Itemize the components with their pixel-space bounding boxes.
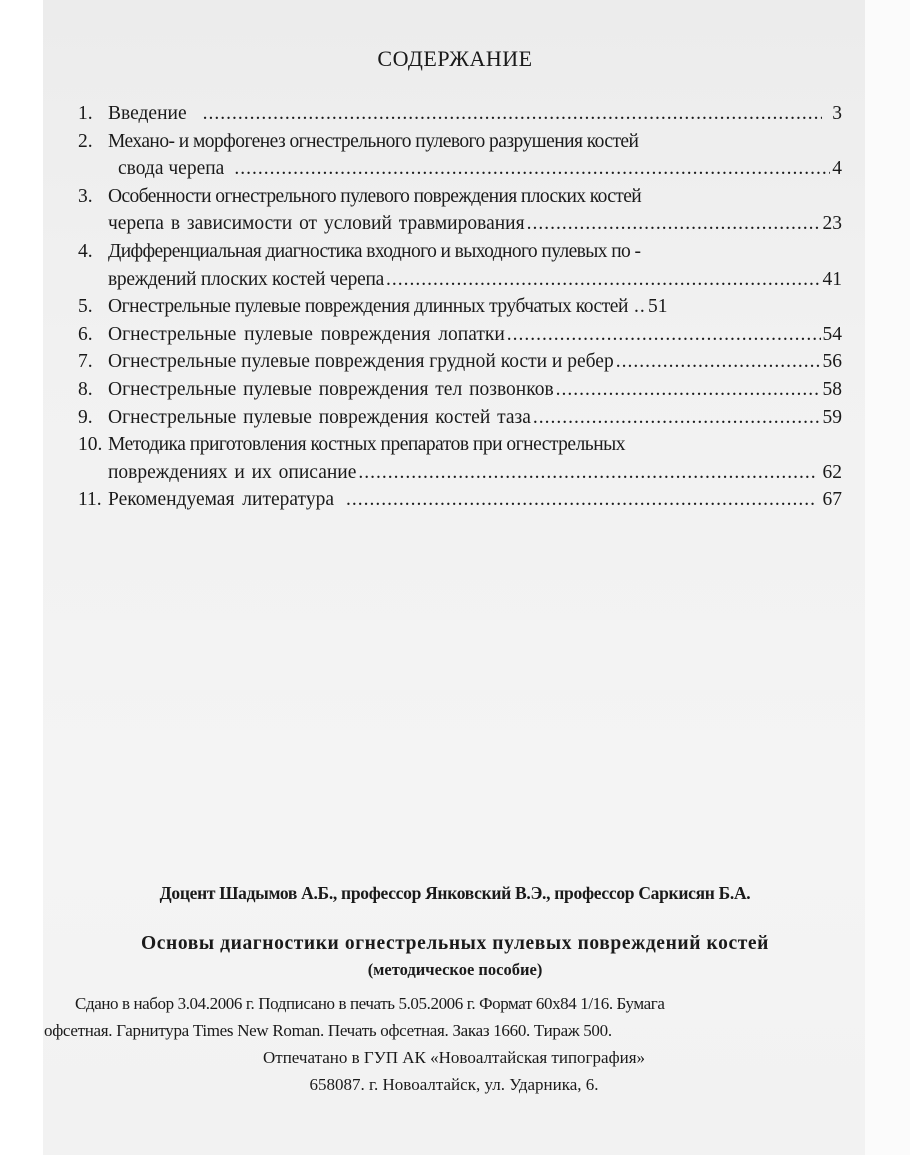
imprint-printer: Отпечатано в ГУП АК «Новоалтайская типография» (262, 1048, 646, 1067)
toc-number: 3. (78, 185, 93, 207)
toc-entry[interactable] (78, 321, 842, 349)
imprint-line: офсетная. Гарнитура Times New Roman. Печать офсетная. Заказ 1660. Тираж 500. (44, 1021, 612, 1040)
toc-entry[interactable] (78, 431, 842, 486)
toc-text: Дифференциальная диагностика входного и выходного пулевых по - (108, 240, 641, 262)
toc-entry[interactable] (78, 183, 842, 238)
toc-page: 54 (822, 323, 842, 345)
toc-page: 4 (832, 158, 842, 180)
dot-leader (507, 321, 821, 349)
toc-entry[interactable] (78, 486, 842, 514)
toc-number: 8. (78, 378, 93, 400)
dot-leader (634, 293, 646, 321)
imprint-address: 658087. г. Новоалтайск, ул. Ударника, 6. (309, 1075, 599, 1094)
toc-number: 7. (78, 351, 93, 373)
toc-page: 59 (822, 406, 842, 428)
dot-leader (234, 155, 830, 183)
dot-leader (386, 266, 821, 294)
page-edge (865, 0, 910, 1155)
toc-entry[interactable] (78, 128, 842, 183)
toc-entry[interactable] (78, 238, 842, 293)
toc-number: 2. (78, 130, 93, 152)
toc-text: Огнестрельные пулевые повреждения костей таза (108, 406, 531, 428)
toc-page: 51 (648, 296, 668, 318)
toc-entry[interactable] (78, 404, 842, 432)
toc-text: Механо- и морфогенез огнестрельного пулевого разрушения костей (108, 130, 639, 152)
contents-heading: СОДЕРЖАНИЕ (377, 46, 533, 71)
toc-text: Методика приготовления костных препаратов при огнестрельных (108, 434, 625, 456)
dot-leader (346, 486, 815, 514)
imprint-line: Сдано в набор 3.04.2006 г. Подписано в печать 5.05.2006 г. Формат 60x84 1/16. Бумага (75, 994, 665, 1013)
imprint-block (44, 990, 864, 1098)
toc-entry[interactable] (78, 376, 842, 404)
toc-page: 3 (832, 103, 842, 124)
toc-text: Введение (108, 103, 187, 124)
toc-number: 9. (78, 406, 93, 428)
dot-leader (358, 459, 814, 487)
toc-text: свода черепа (118, 158, 225, 180)
toc-number: 5. (78, 296, 93, 318)
toc-text: черепа в зависимости от условий травмирования (108, 213, 525, 235)
toc-text: Огнестрельные пулевые повреждения длинных трубчатых костей (108, 296, 628, 318)
toc-number: 11. (78, 489, 102, 511)
toc-text: Рекомендуемая литература (108, 489, 334, 511)
toc-entry[interactable] (78, 293, 842, 321)
toc-entry[interactable] (78, 348, 842, 376)
toc-number: 6. (78, 323, 93, 345)
toc-text: повреждениях и их описание (108, 461, 357, 483)
toc-page: 58 (822, 378, 842, 400)
toc-number: 1. (78, 103, 93, 124)
dot-leader (616, 348, 821, 376)
toc-text: Огнестрельные пулевые повреждения тел позвонков (108, 378, 554, 400)
dot-leader (533, 404, 821, 432)
dot-leader (527, 210, 821, 238)
toc-text: Огнестрельные пулевые повреждения грудной кости и ребер (108, 351, 614, 373)
toc-entry[interactable] (78, 100, 842, 128)
toc-page: 67 (822, 489, 842, 511)
toc-page: 23 (822, 213, 842, 235)
toc-page: 56 (822, 351, 842, 373)
table-of-contents (78, 100, 842, 514)
book-subtitle: (методическое пособие) (367, 960, 543, 979)
dot-leader (203, 100, 823, 128)
toc-number: 4. (78, 240, 93, 262)
toc-page: 41 (822, 268, 842, 290)
authors-line: Доцент Шадымов А.Б., профессор Янковский В.Э., профессор Саркисян Б.А. (159, 883, 751, 903)
toc-text: Огнестрельные пулевые повреждения лопатки (108, 323, 505, 345)
toc-text: Особенности огнестрельного пулевого повреждения плоских костей (108, 185, 642, 207)
toc-page: 62 (822, 461, 842, 483)
book-title: Основы диагностики огнестрельных пулевых повреждений костей (141, 933, 769, 954)
toc-text: вреждений плоских костей черепа (108, 268, 384, 290)
toc-number: 10. (78, 434, 103, 456)
dot-leader (556, 376, 821, 404)
